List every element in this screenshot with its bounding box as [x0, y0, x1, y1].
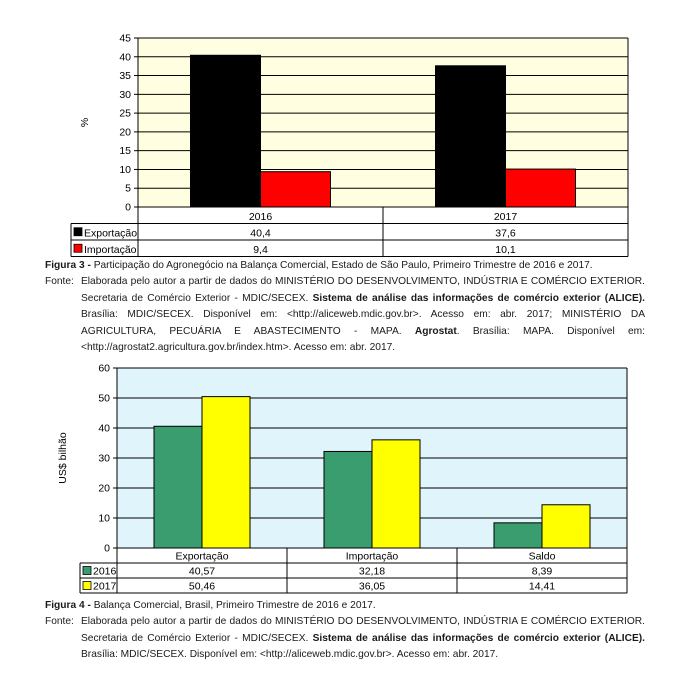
bar-2016-saldo: [494, 523, 542, 548]
y-tick-label: 10: [98, 512, 110, 525]
y-axis-label: US$ bilhão: [57, 432, 69, 484]
figure-3-caption-label: Figura 3 -: [45, 260, 91, 271]
bar-2016-exportação: [154, 426, 202, 548]
y-tick-label: 20: [119, 126, 131, 139]
figure-4-source: [45, 614, 645, 664]
data-value-2016: 32,18: [358, 565, 386, 578]
legend-label: 2016: [93, 565, 117, 578]
bar-exportação-2017: [436, 66, 506, 207]
source-text: Brasília: MDIC/SECEX. Disponível em: <http://aliceweb.mdic.gov.br>. Acesso em: abr. 2017.: [81, 649, 499, 660]
figure-4-caption-text: Balança Comercial, Brasil, Primeiro Trimestre de 2016 e 2017.: [90, 600, 376, 611]
legend-label: 2017: [93, 580, 117, 593]
source-title: Sistema de análise das informações de comércio exterior (ALICE).: [312, 292, 645, 304]
legend-swatch-2017: [83, 582, 91, 590]
source-title: Sistema de análise das informações de comércio exterior (ALICE).: [312, 632, 645, 644]
data-value-exportação: 40,4: [250, 227, 271, 240]
source-text: Elaborada pelo autor a partir de dados do MINISTÉRIO DO DESENVOLVIMENTO, INDÚSTRIA E COMÉRCIO EXTERIOR. Secretaria de Comércio Exterior - MDIC/SECEX.: [81, 276, 645, 304]
data-value-2017: 14,41: [528, 580, 556, 593]
legend-swatch-exportação: [74, 228, 82, 236]
source-text: . Brasília: MAPA. Disponível em: <http://agrostat2.agricultura.gov.br/index.htm>. Acesso em: abr. 2017.: [81, 325, 645, 353]
y-tick-label: 50: [98, 392, 110, 405]
bar-exportação-2016: [191, 55, 261, 207]
category-label: Saldo: [528, 550, 556, 563]
y-tick-label: 25: [119, 107, 131, 120]
figure-3-chart: [71, 33, 628, 257]
y-axis-label: %: [79, 117, 91, 128]
figure-4-caption-label: Figura 4 -: [45, 600, 91, 611]
legend-swatch-2016: [83, 567, 91, 575]
data-value-2017: 36,05: [358, 580, 386, 593]
source-title: Agrostat: [414, 325, 457, 337]
category-label: 2017: [493, 211, 518, 223]
figure-4-chart: [57, 363, 627, 594]
figure-3-source: [45, 274, 645, 357]
figure-4-source-body: [81, 614, 645, 664]
category-label: 2016: [248, 211, 273, 223]
bar-importação-2017: [506, 169, 576, 207]
figure-3-caption: [45, 258, 645, 274]
legend-label: Importação: [84, 244, 137, 256]
bar-2017-saldo: [542, 505, 590, 548]
y-tick-label: 20: [98, 482, 110, 495]
figure-3-source-label: Fonte:: [45, 276, 74, 287]
y-tick-label: 10: [119, 163, 131, 176]
data-value-2016: 8,39: [531, 565, 553, 578]
data-value-2017: 50,46: [188, 580, 216, 593]
y-tick-label: 30: [119, 88, 131, 101]
category-label: Importação: [345, 550, 399, 563]
figure-3-source-body: [81, 274, 645, 357]
legend-label: Exportação: [84, 227, 138, 240]
legend-swatch-importação: [74, 244, 82, 252]
data-value-exportação: 37,6: [495, 227, 516, 240]
figure-4-source-label: Fonte:: [45, 616, 74, 627]
category-label: Exportação: [175, 550, 229, 563]
figure-3-caption-text: Participação do Agronegócio na Balança Comercial, Estado de São Paulo, Primeiro Trimestre de 2016 e 2017.: [90, 260, 593, 271]
data-value-importação: 9,4: [253, 244, 268, 256]
y-tick-label: 5: [125, 182, 131, 195]
y-tick-label: 0: [104, 542, 110, 555]
y-tick-label: 35: [119, 70, 131, 83]
y-tick-label: 40: [98, 422, 110, 435]
y-tick-label: 40: [119, 51, 131, 64]
bar-2017-exportação: [202, 397, 250, 548]
bar-importação-2016: [261, 172, 331, 207]
y-tick-label: 45: [119, 32, 131, 45]
source-text: Brasília: MDIC/SECEX. Disponível em: <http://aliceweb.mdic.gov.br>. Acesso em: abr. 2017; MINISTÉRIO DA AGRICULTURA, PECUÁRIA E ABASTECIMENTO - MAPA.: [81, 309, 645, 337]
figure-4-caption: [45, 598, 645, 614]
bar-2017-importação: [372, 440, 420, 548]
y-tick-label: 0: [125, 201, 131, 214]
bar-2016-importação: [324, 451, 372, 548]
source-text: Elaborada pelo autor a partir de dados do MINISTÉRIO DO DESENVOLVIMENTO, INDÚSTRIA E COMÉRCIO EXTERIOR. Secretaria de Comércio Exterior - MDIC/SECEX.: [81, 616, 645, 644]
data-value-importação: 10,1: [495, 244, 516, 256]
y-tick-label: 15: [119, 145, 131, 158]
data-value-2016: 40,57: [188, 565, 216, 578]
y-tick-label: 60: [98, 362, 110, 375]
y-tick-label: 30: [98, 452, 110, 465]
